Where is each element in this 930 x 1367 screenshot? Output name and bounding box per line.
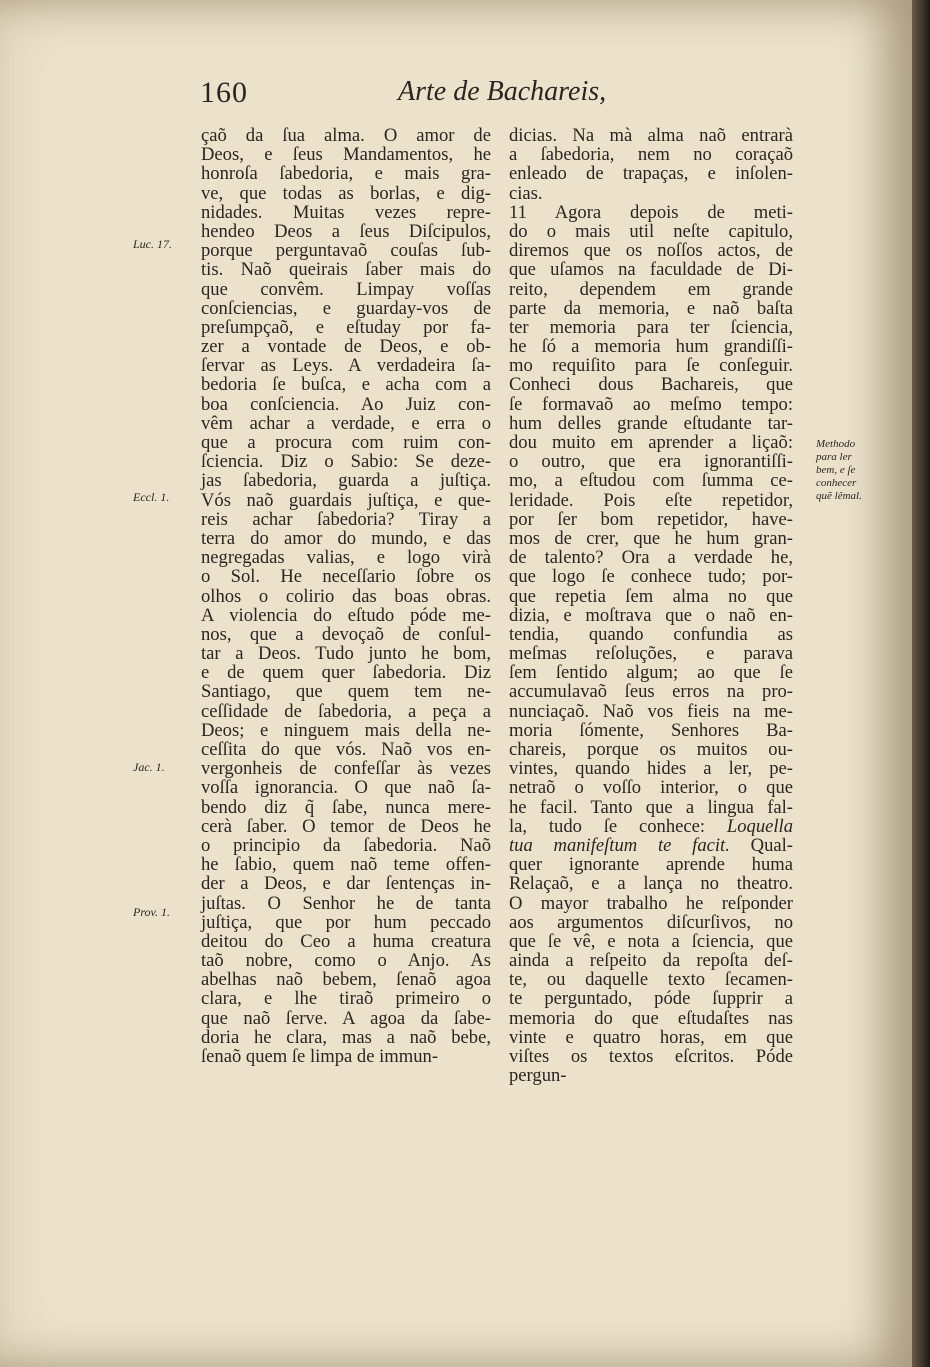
text-line: o Sol. He neceſſario ſobre os [201, 566, 491, 588]
text-line: nos, que a devoçaõ de conſul- [201, 623, 491, 645]
text-line: tar a Deos. Tudo junto he bom, [201, 643, 491, 665]
text-line: jas ſabedoria, guarda a juſtiça. [201, 470, 491, 492]
text-line: por ſer bom repetidor, have- [509, 508, 793, 530]
text-line: terra do amor do mundo, e das [201, 527, 491, 549]
text-line: honroſa ſabedoria, e mais gra- [201, 163, 491, 185]
margin-note-luc: Luc. 17. [133, 237, 172, 251]
text-line: nidades. Muitas vezes repre- [201, 201, 491, 223]
text-line: ſervar as Leys. A verdadeira ſa- [201, 355, 491, 377]
text-line: Deos, e ſeus Mandamentos, he [201, 144, 491, 166]
margin-note-line: para ler [816, 451, 852, 463]
text-line: ſciencia. Diz o Sabio: Se deze- [201, 451, 491, 473]
text-line: vêm achar a verdade, e erra o [201, 412, 491, 434]
text-line: dou muito em aprender a liçaõ: [509, 432, 793, 453]
text-line: dizia, e moſtrava que o naõ en- [509, 604, 793, 626]
text-line: porque perguntavaõ couſas ſub- [201, 240, 491, 262]
text-line: que repetia ſem alma no que [509, 585, 793, 607]
text-line: juſtas. O Senhor he de tanta [201, 892, 491, 914]
text-line: e de quem quer ſabedoria. Diz [201, 662, 491, 684]
text-line: te, ou daquelle texto ſecamen- [509, 969, 793, 991]
text-line: vergonheis de confeſſar às vezes [201, 758, 491, 780]
text-line: chareis, porque os muitos ou- [509, 739, 793, 760]
text-line: reis achar ſabedoria? Tiray a [201, 508, 491, 530]
text-line: la, tudo ſe conhece: Loquella [509, 815, 793, 837]
text-line: enleado de trapaças, e inſolen- [509, 163, 793, 185]
text-line: que a procura com ruim con- [201, 432, 491, 453]
margin-note-line: Methodo [816, 438, 856, 450]
text-line: diremos que os noſſos actos, de [509, 240, 793, 262]
margin-note-jac: Jac. 1. [133, 760, 165, 774]
text-line: preſumpçaõ, e eſtuday por fa- [201, 316, 491, 338]
text-line: Santiago, que quem tem ne- [201, 681, 491, 703]
text-line: ainda a reſpeito da repoſta deſ- [509, 950, 793, 972]
text-line: der a Deos, e dar ſentenças in- [201, 873, 491, 895]
text-line: boa conſciencia. Ao Juiz con- [201, 393, 491, 415]
text-line: de talento? Ora a verdade he, [509, 547, 793, 569]
text-line: ter memoria para ter ſciencia, [509, 316, 793, 338]
text-line: cerà ſaber. O temor de Deos he [201, 815, 491, 837]
text-line: aos argumentos diſcurſivos, no [509, 911, 793, 933]
margin-note-line: conhecer [816, 477, 857, 489]
text-line: olhos o colirio das boas obras. [201, 585, 491, 607]
margin-note-line: quẽ lêmal. [816, 490, 862, 502]
text-line: negregadas valias, e logo virà [201, 547, 491, 569]
text-line: mos de crer, que he hum gran- [509, 527, 793, 549]
text-line: ſe formavaõ ao meſmo tempo: [509, 393, 793, 415]
book-spine-edge [912, 0, 930, 1367]
text-line: tua manifeſtum te facit. Qual- [509, 834, 793, 856]
text-line: he ſó a memoria hum grandiſſi- [509, 336, 793, 358]
text-line: vintes, quando hides a ler, pe- [509, 758, 793, 780]
text-line: ſem ſentido algum; ao que ſe [509, 662, 793, 684]
margin-note-line: bem, e ſe [816, 464, 856, 476]
text-line: taõ nobre, como o Anjo. As [201, 950, 491, 972]
text-line: o outro, que era ignorantiſſi- [509, 451, 793, 473]
text-line: tendia, quando confundia as [509, 623, 793, 645]
text-line: mo requiſito para ſe conſeguir. [509, 355, 793, 377]
text-line: çaõ da ſua alma. O amor de [201, 125, 491, 146]
left-text-column [201, 126, 491, 1066]
text-line: Deos; e ninguem mais della ne- [201, 719, 491, 741]
text-line: mo, a eſtudou com ſumma ce- [509, 470, 793, 492]
text-line: voſſa ignorancia. O que naõ ſa- [201, 777, 491, 799]
page-header [195, 76, 625, 116]
text-line: abelhas naõ bebem, ſenaõ agoa [201, 969, 491, 991]
text-line: parte da memoria, e naõ baſta [509, 297, 793, 319]
text-line: Relaçaõ, e a lança no theatro. [509, 873, 793, 895]
text-line: te perguntado, póde ſupprir a [509, 988, 793, 1010]
latin-phrase: Loquella [705, 815, 793, 837]
text-line: pergun- [509, 1065, 567, 1087]
text-line: que naõ ſerve. A agoa da ſabe- [201, 1007, 491, 1029]
text-line: meſmas reſoluções, e parava [509, 643, 793, 665]
text-line: netraõ o voſſo interior, o que [509, 777, 793, 799]
text-line: zer a vontade de Deos, e ob- [201, 336, 491, 358]
text-line: O mayor trabalho he reſponder [509, 892, 793, 914]
text-line: deitou do Ceo a huma creatura [201, 930, 491, 952]
right-text-column [509, 126, 793, 1085]
page-number: 160 [200, 76, 248, 109]
text-line: accumulavaõ ſeus erros na pro- [509, 681, 793, 703]
text-line: bedoria ſe buſca, e acha com a [201, 374, 491, 396]
text-line: leridade. Pois eſte repetidor, [509, 489, 793, 511]
text-line: he facil. Tanto que a lingua fal- [509, 796, 793, 818]
text-line: he ſabio, quem naõ teme offen- [201, 854, 491, 876]
text-line: doria he clara, mas a naõ bebe, [201, 1026, 491, 1048]
text-line: a ſabedoria, nem no coraçaõ [509, 144, 793, 166]
text-line: nunciaçaõ. Naõ vos fieis na me- [509, 700, 793, 722]
text-line: conſciencias, e guarday-vos de [201, 297, 491, 319]
text-line: tis. Naõ queirais ſaber mais do [201, 259, 491, 281]
text-line: moria ſómente, Senhores Ba- [509, 719, 793, 741]
text-line: que convêm. Limpay voſſas [201, 278, 491, 300]
text-line: viſtes os textos eſcritos. Póde [509, 1046, 793, 1067]
margin-note-methodo [816, 438, 876, 503]
text-line: vinte e quatro horas, em que [509, 1026, 793, 1048]
text-line: clara, e lhe tiraõ primeiro o [201, 988, 491, 1010]
text-line: ſenaõ quem ſe limpa de immun- [201, 1046, 439, 1067]
text-line: que ſe vê, e nota a ſciencia, que [509, 930, 793, 952]
text-line: que uſamos na faculdade de Di- [509, 259, 793, 281]
text-line: A violencia do eſtudo póde me- [201, 604, 491, 626]
text-line: 11 Agora depois de meti- [509, 201, 793, 223]
text-line: hum delles grande eſtudante tar- [509, 412, 793, 434]
text-line: ve, que todas as borlas, e dig- [201, 182, 491, 204]
text-line: Conheci dous Bachareis, que [509, 374, 793, 396]
text-line: juſtiça, que por hum peccado [201, 911, 491, 933]
text-line: reito, dependem em grande [509, 278, 793, 300]
running-title: Arte de Bachareis, [398, 76, 607, 107]
margin-note-prov: Prov. 1. [133, 905, 170, 919]
text-line: ceſſidade de ſabedoria, a peça a [201, 700, 491, 722]
text-line: dicias. Na mà alma naõ entrarà [509, 125, 793, 146]
text-line: hendeo Deos a ſeus Diſcipulos, [201, 220, 491, 242]
text-line: ceſſita do que vós. Naõ vos en- [201, 739, 491, 760]
text-line: bendo diz q̃ ſabe, nunca mere- [201, 796, 491, 818]
text-line: cias. [509, 182, 543, 204]
text-line: o principio da ſabedoria. Naõ [201, 834, 491, 856]
text-line: memoria do que eſtudaſtes nas [509, 1007, 793, 1029]
text-line: do o mais util neſte capitulo, [509, 220, 793, 242]
text-line: quer ignorante aprende huma [509, 854, 793, 876]
text-line: Vós naõ guardais juſtiça, e que- [201, 489, 491, 511]
text-line: que logo ſe conhece tudo; por- [509, 566, 793, 588]
margin-note-eccl: Eccl. 1. [133, 490, 170, 504]
